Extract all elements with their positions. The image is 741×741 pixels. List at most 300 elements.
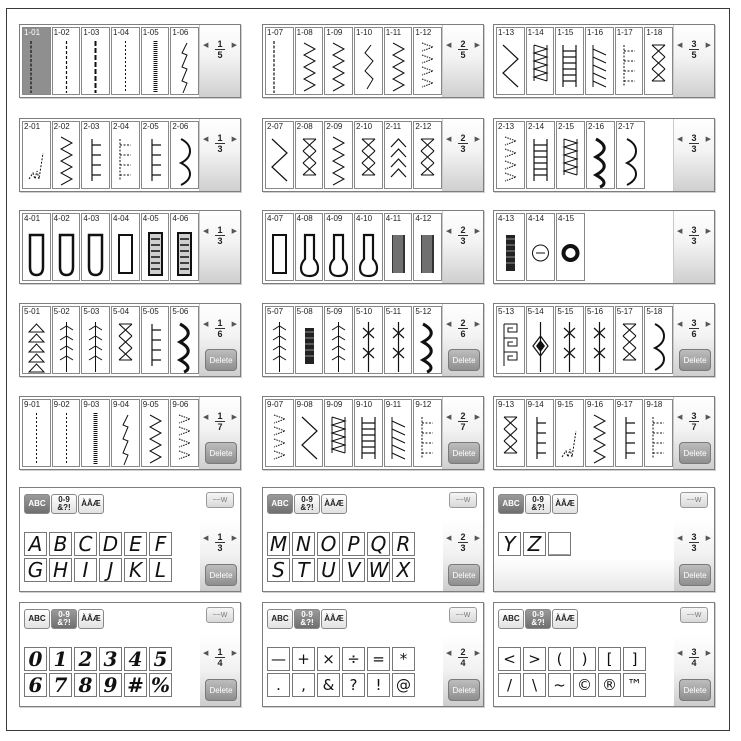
stitch-cell[interactable]: [413, 27, 442, 95]
character-key[interactable]: #: [124, 673, 147, 697]
page-right-icon[interactable]: ▶: [474, 135, 480, 143]
stitch-cell[interactable]: [170, 27, 199, 95]
mode-accent-button[interactable]: [321, 609, 347, 629]
character-key[interactable]: ÷: [342, 647, 365, 671]
page-right-icon[interactable]: ▶: [231, 320, 237, 328]
page-right-icon[interactable]: ▶: [231, 227, 237, 235]
character-key[interactable]: %: [150, 673, 170, 697]
comb-icon: [616, 411, 643, 467]
stitch-cell[interactable]: [615, 27, 644, 95]
stitch-cell[interactable]: [141, 213, 170, 281]
character-key[interactable]: *: [392, 647, 415, 671]
stitch-cell[interactable]: [170, 121, 199, 189]
mode-number-label: 0-9: [301, 610, 313, 619]
stitch-code: 4-07: [267, 214, 284, 223]
sew-pattern-icon[interactable]: ~~W: [206, 492, 234, 508]
stitch-cell[interactable]: [295, 399, 324, 467]
character-key[interactable]: __: [549, 532, 570, 556]
character-key[interactable]: W: [368, 558, 389, 582]
overcast-icon: [557, 133, 584, 189]
mode-number-label: 0-9: [58, 495, 70, 504]
stitch-cell[interactable]: [22, 306, 51, 374]
stitch-cell[interactable]: [616, 121, 645, 189]
stitch-cell[interactable]: [295, 213, 324, 281]
page-total: 4: [460, 658, 466, 668]
stitch-cell[interactable]: [354, 213, 383, 281]
page-left-icon[interactable]: ◀: [677, 413, 683, 421]
stitch-cell[interactable]: [295, 27, 324, 95]
page-right-icon[interactable]: ▶: [705, 320, 711, 328]
stitch-code: 5-14: [527, 307, 544, 316]
stitch-cell[interactable]: [496, 399, 525, 467]
delete-button[interactable]: Delete: [448, 349, 480, 371]
character-key[interactable]: 8: [74, 673, 97, 697]
greek-key-icon: [497, 318, 524, 374]
sew-pattern-icon[interactable]: ~~W: [206, 607, 234, 623]
character-key[interactable]: !: [367, 673, 390, 697]
stitch-cell[interactable]: [141, 306, 170, 374]
character-key[interactable]: U: [317, 558, 340, 582]
stitch-cell[interactable]: [265, 399, 294, 467]
character-key[interactable]: (: [548, 647, 571, 671]
stitch-cell[interactable]: [324, 306, 353, 374]
mode-number-button[interactable]: [525, 609, 551, 629]
character-key[interactable]: H: [49, 558, 72, 582]
stitch-code: 1-13: [498, 28, 515, 37]
reference-sheet: [6, 8, 730, 731]
page-left-icon[interactable]: ◀: [446, 320, 452, 328]
mode-abc-button[interactable]: [24, 494, 50, 514]
stitch-cell[interactable]: [295, 306, 324, 374]
page-left-icon[interactable]: ◀: [446, 534, 452, 542]
character-key[interactable]: R: [392, 532, 415, 556]
stitch-cell[interactable]: [111, 121, 140, 189]
zigzag-wide-icon: [296, 411, 323, 467]
mode-accent-button[interactable]: [321, 494, 347, 514]
page-left-icon[interactable]: ◀: [677, 41, 683, 49]
stitch-cell[interactable]: [615, 306, 644, 374]
character-key[interactable]: L: [149, 558, 172, 582]
page-total: 6: [460, 329, 466, 339]
character-key[interactable]: ©: [573, 673, 596, 697]
page-right-icon[interactable]: ▶: [474, 649, 480, 657]
stitch-cell[interactable]: [413, 306, 442, 374]
stitch-cell[interactable]: [384, 213, 413, 281]
page-left-icon[interactable]: ◀: [677, 649, 683, 657]
stitch-cell[interactable]: [265, 121, 294, 189]
mode-number-button[interactable]: [294, 494, 320, 514]
stitch-cell[interactable]: [384, 306, 413, 374]
mode-accent-label: ÀÂÆ: [81, 614, 101, 623]
character-key[interactable]: K: [124, 558, 147, 582]
stitch-cell-row: [496, 27, 674, 95]
page-left-icon[interactable]: ◀: [677, 227, 683, 235]
page-right-icon[interactable]: ▶: [231, 41, 237, 49]
stitch-code: 5-03: [83, 307, 100, 316]
stitch-code: 5-10: [356, 307, 373, 316]
stitch-cell[interactable]: [324, 399, 353, 467]
character-key[interactable]: ]: [623, 647, 646, 671]
stitch-cell[interactable]: [526, 306, 555, 374]
stitch-cell[interactable]: [111, 306, 140, 374]
stitch-cell[interactable]: [81, 121, 110, 189]
character-key[interactable]: B: [49, 532, 72, 556]
mode-symbol-label: &?!: [300, 618, 314, 627]
stitch-code: 4-08: [296, 214, 313, 223]
page-right-icon[interactable]: ▶: [231, 649, 237, 657]
stitch-cell[interactable]: [384, 399, 413, 467]
stitch-cell[interactable]: [526, 399, 555, 467]
scallop-icon: [171, 133, 198, 189]
stitch-cell-row: [496, 306, 674, 374]
page-right-icon[interactable]: ▶: [231, 534, 237, 542]
page-right-icon[interactable]: ▶: [705, 227, 711, 235]
page-indicator: [677, 319, 711, 347]
stitch-cell[interactable]: [526, 213, 555, 281]
stitch-cell[interactable]: [496, 27, 525, 95]
stitch-code: 1-05: [142, 28, 159, 37]
character-key[interactable]: N: [292, 532, 315, 556]
stitch-cell[interactable]: [22, 213, 51, 281]
delete-button[interactable]: Delete: [205, 442, 237, 464]
character-key[interactable]: P: [342, 532, 365, 556]
character-key[interactable]: I: [74, 558, 97, 582]
stitch-cell[interactable]: [354, 121, 383, 189]
straight-left-icon: [266, 39, 293, 95]
page-left-icon[interactable]: ◀: [446, 227, 452, 235]
character-key[interactable]: 3: [99, 647, 122, 671]
page-current: 2: [460, 318, 466, 328]
page-indicator: [677, 40, 711, 68]
delete-button[interactable]: Delete: [679, 442, 711, 464]
stitch-cell[interactable]: [52, 399, 81, 467]
stitch-cell[interactable]: [644, 399, 673, 467]
stitch-cell[interactable]: [22, 399, 51, 467]
stitch-code: 1-01: [24, 28, 41, 37]
character-key[interactable]: ×: [317, 647, 340, 671]
stitch-cell[interactable]: [555, 27, 584, 95]
stitch-cell[interactable]: [265, 213, 294, 281]
stitch-cell[interactable]: [111, 27, 140, 95]
stitch-cell[interactable]: [644, 306, 673, 374]
stitch-code: 5-18: [646, 307, 663, 316]
delete-button[interactable]: Delete: [448, 564, 480, 586]
character-key[interactable]: S: [267, 558, 290, 582]
keyboard-panel: [262, 487, 484, 592]
stitch-cell[interactable]: [496, 213, 525, 281]
mode-abc-button[interactable]: [267, 494, 293, 514]
stitch-cell[interactable]: [585, 306, 614, 374]
delete-button[interactable]: Delete: [679, 564, 711, 586]
page-total: 3: [217, 543, 223, 553]
page-left-icon[interactable]: ◀: [203, 320, 209, 328]
star-chain-icon: [556, 318, 583, 374]
stitch-cell-row: [265, 399, 443, 467]
stitch-cell[interactable]: [52, 27, 81, 95]
mode-number-button[interactable]: [51, 609, 77, 629]
mode-number-button[interactable]: [294, 609, 320, 629]
page-left-icon[interactable]: ◀: [446, 135, 452, 143]
stitch-code: 1-14: [527, 28, 544, 37]
page-left-icon[interactable]: ◀: [677, 135, 683, 143]
character-key[interactable]: 0: [24, 647, 47, 671]
keyboard-panel: [493, 602, 715, 707]
character-key[interactable]: G: [24, 558, 47, 582]
character-key[interactable]: Z: [523, 532, 546, 556]
character-key[interactable]: T: [292, 558, 315, 582]
character-key[interactable]: @: [392, 673, 415, 697]
character-key[interactable]: 4: [124, 647, 147, 671]
mode-abc-button[interactable]: [267, 609, 293, 629]
mode-accent-button[interactable]: [78, 494, 104, 514]
delete-button[interactable]: Delete: [205, 679, 237, 701]
sew-pattern-icon[interactable]: ~~W: [680, 607, 708, 623]
stitch-cell[interactable]: [52, 306, 81, 374]
character-key[interactable]: 7: [49, 673, 72, 697]
character-key[interactable]: A: [24, 532, 47, 556]
sew-pattern-icon[interactable]: ~~W: [449, 492, 477, 508]
page-right-icon[interactable]: ▶: [474, 41, 480, 49]
multi-zigzag-icon: [266, 411, 293, 467]
stitch-code: 1-06: [172, 28, 189, 37]
key-row: [498, 673, 648, 697]
stitch-code: 9-16: [587, 400, 604, 409]
stitch-code: 2-13: [498, 122, 515, 131]
character-key[interactable]: 6: [24, 673, 47, 697]
mode-abc-button[interactable]: [498, 609, 524, 629]
character-key[interactable]: O: [317, 532, 340, 556]
page-right-icon[interactable]: ▶: [705, 534, 711, 542]
character-key[interactable]: .: [267, 673, 290, 697]
character-key[interactable]: ,: [292, 673, 315, 697]
stitch-cell[interactable]: [413, 213, 442, 281]
stitch-cell[interactable]: [81, 399, 110, 467]
page-left-icon[interactable]: ◀: [446, 413, 452, 421]
stitch-cell[interactable]: [556, 213, 585, 281]
page-left-icon[interactable]: ◀: [677, 534, 683, 542]
character-key[interactable]: D: [99, 532, 122, 556]
character-key[interactable]: F: [149, 532, 172, 556]
stitch-cell[interactable]: [141, 27, 170, 95]
character-key[interactable]: <: [498, 647, 521, 671]
stitch-code: 1-15: [557, 28, 574, 37]
character-key[interactable]: 9: [99, 673, 122, 697]
ladder-icon: [355, 411, 382, 467]
character-key[interactable]: >: [523, 647, 546, 671]
cross-stitch-icon: [497, 411, 524, 467]
stitch-cell[interactable]: [354, 399, 383, 467]
page-right-icon[interactable]: ▶: [474, 227, 480, 235]
delete-button[interactable]: Delete: [679, 349, 711, 371]
character-key[interactable]: ~: [548, 673, 571, 697]
mode-accent-button[interactable]: [78, 609, 104, 629]
stitch-cell[interactable]: [496, 306, 525, 374]
stitch-cell[interactable]: [555, 399, 584, 467]
mode-accent-button[interactable]: [552, 609, 578, 629]
multi-zigzag-icon: [497, 133, 524, 189]
stitch-cell[interactable]: [22, 27, 51, 95]
stitch-cell[interactable]: [644, 27, 673, 95]
sew-pattern-icon[interactable]: ~~W: [449, 607, 477, 623]
stitch-cell[interactable]: [141, 121, 170, 189]
character-key[interactable]: +: [292, 647, 315, 671]
stitch-cell[interactable]: [413, 121, 442, 189]
stitch-cell[interactable]: [586, 121, 615, 189]
page-indicator: [446, 319, 480, 347]
page-left-icon[interactable]: ◀: [203, 413, 209, 421]
stitch-cell[interactable]: [170, 306, 199, 374]
stitch-cell[interactable]: [384, 27, 413, 95]
page-current: 1: [217, 225, 223, 235]
stitch-cell[interactable]: [526, 121, 555, 189]
page-left-icon[interactable]: ◀: [446, 41, 452, 49]
buttonhole-filled-icon: [142, 225, 169, 281]
page-right-icon[interactable]: ▶: [231, 135, 237, 143]
page-left-icon[interactable]: ◀: [203, 649, 209, 657]
page-arrows: [677, 226, 711, 236]
character-key[interactable]: —: [267, 647, 290, 671]
delete-button[interactable]: Delete: [205, 564, 237, 586]
page-right-icon[interactable]: ▶: [705, 413, 711, 421]
mode-accent-button[interactable]: [552, 494, 578, 514]
character-key[interactable]: J: [99, 558, 122, 582]
stitch-code: 9-04: [113, 400, 130, 409]
page-current: 3: [691, 39, 697, 49]
stitch-code: 1-17: [616, 28, 633, 37]
delete-button[interactable]: Delete: [448, 679, 480, 701]
character-key[interactable]: V: [342, 558, 365, 582]
stitch-cell[interactable]: [141, 399, 170, 467]
page-right-icon[interactable]: ▶: [231, 413, 237, 421]
stitch-cell[interactable]: [265, 306, 294, 374]
character-key[interactable]: ™: [623, 673, 646, 697]
stitch-code: 9-15: [557, 400, 574, 409]
stitch-cell[interactable]: [555, 306, 584, 374]
stitch-cell[interactable]: [585, 27, 614, 95]
stitch-code: 2-12: [415, 122, 432, 131]
stitch-cell[interactable]: [324, 213, 353, 281]
stitch-code: 5-15: [557, 307, 574, 316]
page-arrows: [203, 40, 237, 50]
key-row: [498, 532, 573, 556]
mode-number-button[interactable]: [525, 494, 551, 514]
stitch-cell[interactable]: [354, 27, 383, 95]
stitch-code: 2-11: [385, 122, 402, 131]
stitch-cell[interactable]: [52, 213, 81, 281]
delete-button[interactable]: Delete: [205, 349, 237, 371]
page-indicator: [203, 40, 237, 68]
character-key[interactable]: &: [317, 673, 340, 697]
page-left-icon[interactable]: ◀: [203, 534, 209, 542]
stitch-code: 4-06: [172, 214, 189, 223]
page-left-icon[interactable]: ◀: [203, 135, 209, 143]
stitch-cell[interactable]: [52, 121, 81, 189]
character-key[interactable]: C: [74, 532, 97, 556]
page-indicator: [677, 412, 711, 440]
stitch-cell[interactable]: [81, 213, 110, 281]
page-left-icon[interactable]: ◀: [677, 320, 683, 328]
stitch-cell[interactable]: [526, 27, 555, 95]
character-key[interactable]: E: [124, 532, 147, 556]
mode-symbol-label: &?!: [531, 503, 545, 512]
page-total: 4: [217, 658, 223, 668]
mode-abc-button[interactable]: [498, 494, 524, 514]
delete-button[interactable]: Delete: [679, 679, 711, 701]
page-indicator: [446, 40, 480, 68]
page-left-icon[interactable]: ◀: [203, 227, 209, 235]
character-key[interactable]: X: [392, 558, 415, 582]
stitch-cell[interactable]: [111, 213, 140, 281]
stitch-code: 9-17: [616, 400, 633, 409]
character-key[interactable]: 5: [149, 647, 172, 671]
page-left-icon[interactable]: ◀: [203, 41, 209, 49]
stitch-cell[interactable]: [170, 399, 199, 467]
stitch-code: 2-15: [558, 122, 575, 131]
page-right-icon[interactable]: ▶: [474, 534, 480, 542]
stitch-cell[interactable]: [384, 121, 413, 189]
page-right-icon[interactable]: ▶: [705, 41, 711, 49]
stitch-cell[interactable]: [295, 121, 324, 189]
page-right-icon[interactable]: ▶: [705, 649, 711, 657]
character-key[interactable]: Q: [367, 532, 390, 556]
stitch-cell[interactable]: [354, 306, 383, 374]
page-indicator: [203, 533, 237, 561]
stitch-cell[interactable]: [81, 27, 110, 95]
stitch-cell[interactable]: [324, 27, 353, 95]
page-total: 6: [217, 329, 223, 339]
character-key[interactable]: Y: [498, 532, 521, 556]
key-row: [267, 532, 417, 556]
mode-abc-button[interactable]: [24, 609, 50, 629]
character-key[interactable]: /: [498, 673, 521, 697]
character-key[interactable]: 1: [49, 647, 72, 671]
stitch-code: 5-09: [326, 307, 343, 316]
stitch-cell[interactable]: [81, 306, 110, 374]
delete-button[interactable]: Delete: [448, 442, 480, 464]
stitch-cell[interactable]: [111, 399, 140, 467]
page-right-icon[interactable]: ▶: [474, 413, 480, 421]
character-key[interactable]: [: [598, 647, 621, 671]
slant-bars-icon: [385, 411, 412, 467]
stitch-cell[interactable]: [170, 213, 199, 281]
page-right-icon[interactable]: ▶: [474, 320, 480, 328]
stitch-cell[interactable]: [585, 399, 614, 467]
character-key[interactable]: ®: [598, 673, 621, 697]
character-key[interactable]: ): [573, 647, 596, 671]
cross-stitch-icon: [414, 133, 441, 189]
stitch-cell[interactable]: [496, 121, 525, 189]
character-key[interactable]: M: [267, 532, 290, 556]
mode-number-button[interactable]: [51, 494, 77, 514]
stitch-cell[interactable]: [324, 121, 353, 189]
character-key[interactable]: =: [367, 647, 390, 671]
page-left-icon[interactable]: ◀: [446, 649, 452, 657]
stitch-cell[interactable]: [22, 121, 51, 189]
character-key[interactable]: ?: [342, 673, 365, 697]
stitch-code: 1-09: [326, 28, 343, 37]
keyhole-icon: [325, 225, 352, 281]
stitch-code: 2-01: [24, 122, 41, 131]
stitch-cell[interactable]: [615, 399, 644, 467]
page-right-icon[interactable]: ▶: [705, 135, 711, 143]
stitch-cell[interactable]: [413, 399, 442, 467]
stitch-cell[interactable]: [265, 27, 294, 95]
stitch-cell[interactable]: [556, 121, 585, 189]
character-key[interactable]: \: [523, 673, 546, 697]
character-key[interactable]: 2: [74, 647, 97, 671]
stitch-cell-row: [265, 213, 443, 281]
sew-pattern-icon[interactable]: ~~W: [680, 492, 708, 508]
